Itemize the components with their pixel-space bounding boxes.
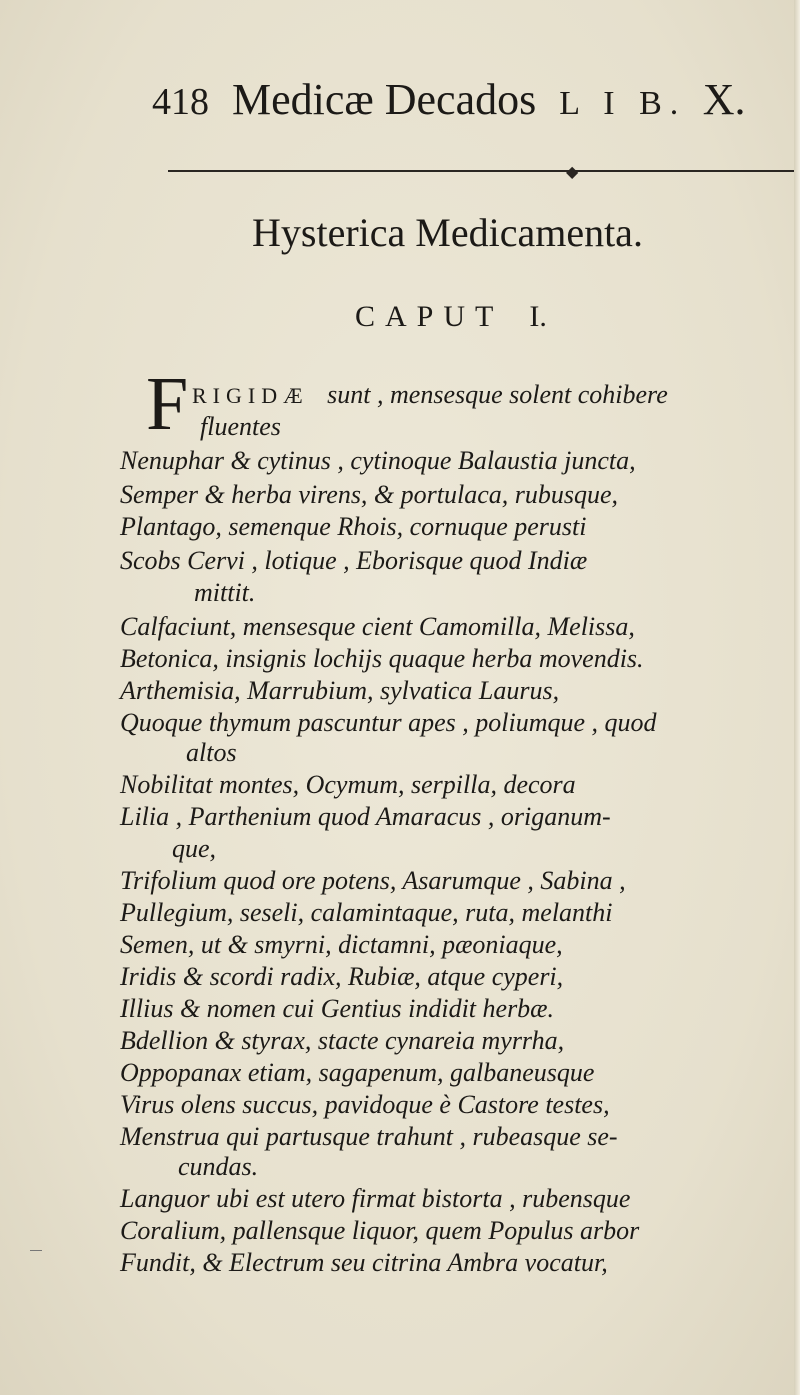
poem-line: mittit. [194,578,256,607]
poem-line: Lilia , Parthenium quod Amaracus , origanum- [120,802,611,831]
poem-line: Fundit, & Electrum seu citrina Ambra vocatur, [120,1248,608,1277]
page-number: 418 [152,81,209,123]
first-word-smallcaps: RIGIDÆ [192,383,309,408]
poem-line-text: sunt , mensesque solent cohibere [327,380,668,409]
poem-line [192,378,668,413]
section-title: Hysterica Medicamenta. [252,210,643,255]
poem-line: que, [172,834,217,863]
chapter-number: I. [529,300,547,333]
margin-mark [30,1250,42,1251]
running-title: Medicæ Decados [232,75,537,124]
poem-line: altos [186,738,237,767]
poem-line: cundas. [178,1152,259,1181]
poem-line: Quoque thymum pascuntur apes , poliumque , quod [120,708,657,737]
poem-line: Languor ubi est utero firmat bistorta , rubensque [120,1184,631,1213]
poem-line: Semper & herba virens, & portulaca, rubusque, [120,480,619,509]
page-edge [794,0,800,1395]
poem-line: Bdellion & styrax, stacte cynareia myrrha, [120,1026,565,1055]
poem-line: Betonica, insignis lochijs quaque herba movendis. [120,644,644,673]
poem-line: Plantago, semenque Rhois, cornuque perusti [120,512,587,541]
poem-line: fluentes [200,412,281,441]
book-label [559,75,746,124]
poem-line: Calfaciunt, mensesque cient Camomilla, Melissa, [120,612,635,641]
poem-line: Nobilitat montes, Ocymum, serpilla, decora [120,770,576,799]
poem-line: Pullegium, seseli, calamintaque, ruta, melanthi [120,898,613,927]
poem-line: Nenuphar & cytinus , cytinoque Balaustia juncta, [120,446,636,475]
poem-line: Arthemisia, Marrubium, sylvatica Laurus, [120,676,560,705]
poem-line: Oppopanax etiam, sagapenum, galbaneusque [120,1058,595,1087]
poem-line: Virus olens succus, pavidoque è Castore testes, [120,1090,610,1119]
poem-line: Trifolium quod ore potens, Asarumque , Sabina , [120,866,626,895]
rule-ornament: ◆ [566,164,579,181]
drop-cap: F [146,362,189,446]
poem-line: Semen, ut & smyrni, dictamni, pæoniaque, [120,930,563,959]
poem-line: Illius & nomen cui Gentius indidit herbæ. [120,994,555,1023]
poem-line: Coralium, pallensque liquor, quem Populus arbor [120,1216,640,1245]
poem-line: Menstrua qui partusque trahunt , rubeasque se- [120,1122,618,1151]
header-rule [168,170,794,172]
poem-line: Iridis & scordi radix, Rubiæ, atque cyperi, [120,962,564,991]
poem-line: Scobs Cervi , lotique , Eborisque quod Indiæ [120,546,588,575]
lib-label: L I B. [559,85,687,122]
chapter-heading [355,300,547,334]
running-header [152,72,752,132]
lib-number: X. [702,75,746,124]
chapter-label: CAPUT [355,300,504,333]
